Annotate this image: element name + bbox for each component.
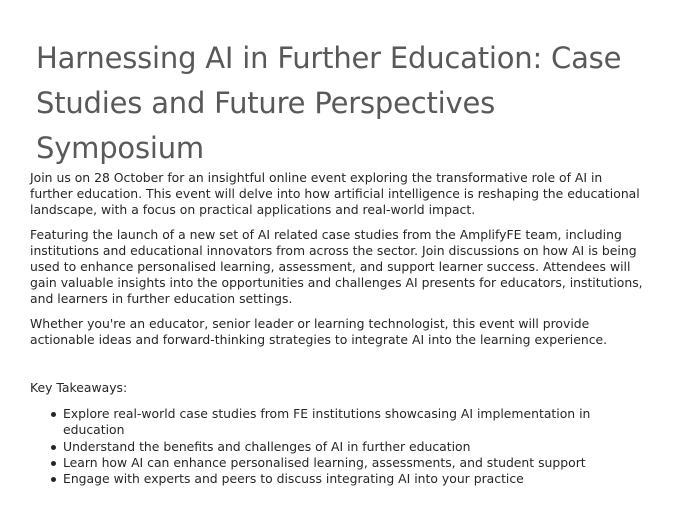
list-item xyxy=(63,455,646,471)
list-item-text: Learn how AI can enhance personalised learning, assessments, and student support xyxy=(63,454,586,470)
list-item-text: Explore real-world case studies from FE institutions showcasing AI implementation in education xyxy=(63,406,591,438)
launch-paragraph: Featuring the launch of a new set of AI related case studies from the AmplifyFE team, including institutions and educational innovators from across the sector. Join discussions on how AI is being used to enhance personalised learning, assessment, and support learner success. Attendees will gain valuable insights into the opportunities and challenges AI presents for educators, institutions, and learners in further education settings. xyxy=(30,226,643,307)
takeaways-list xyxy=(30,406,646,487)
bullet-icon xyxy=(51,445,56,450)
list-item xyxy=(63,406,646,438)
bullet-icon xyxy=(51,477,56,482)
list-item xyxy=(63,439,646,455)
list-item xyxy=(63,471,646,487)
page-title: Harnessing AI in Further Education: Case Studies and Future Perspectives Symposium xyxy=(36,41,622,165)
audience-paragraph: Whether you're an educator, senior leader or learning technologist, this event will provide actionable ideas and forward-thinking strategies to integrate AI into the learning experience. xyxy=(30,315,608,347)
list-item-text: Engage with experts and peers to discuss integrating AI into your practice xyxy=(63,471,524,487)
bullet-icon xyxy=(51,461,56,466)
takeaways-heading: Key Takeaways: xyxy=(30,380,128,396)
intro-paragraph: Join us on 28 October for an insightful online event exploring the transformative role of AI in further education. This event will delve into how artificial intelligence is reshaping the educational landscape, with a focus on practical applications and real-world impact. xyxy=(30,170,640,218)
event-description xyxy=(30,170,646,487)
bullet-icon xyxy=(51,412,56,417)
list-item-text: Understand the benefits and challenges of AI in further education xyxy=(63,438,471,454)
